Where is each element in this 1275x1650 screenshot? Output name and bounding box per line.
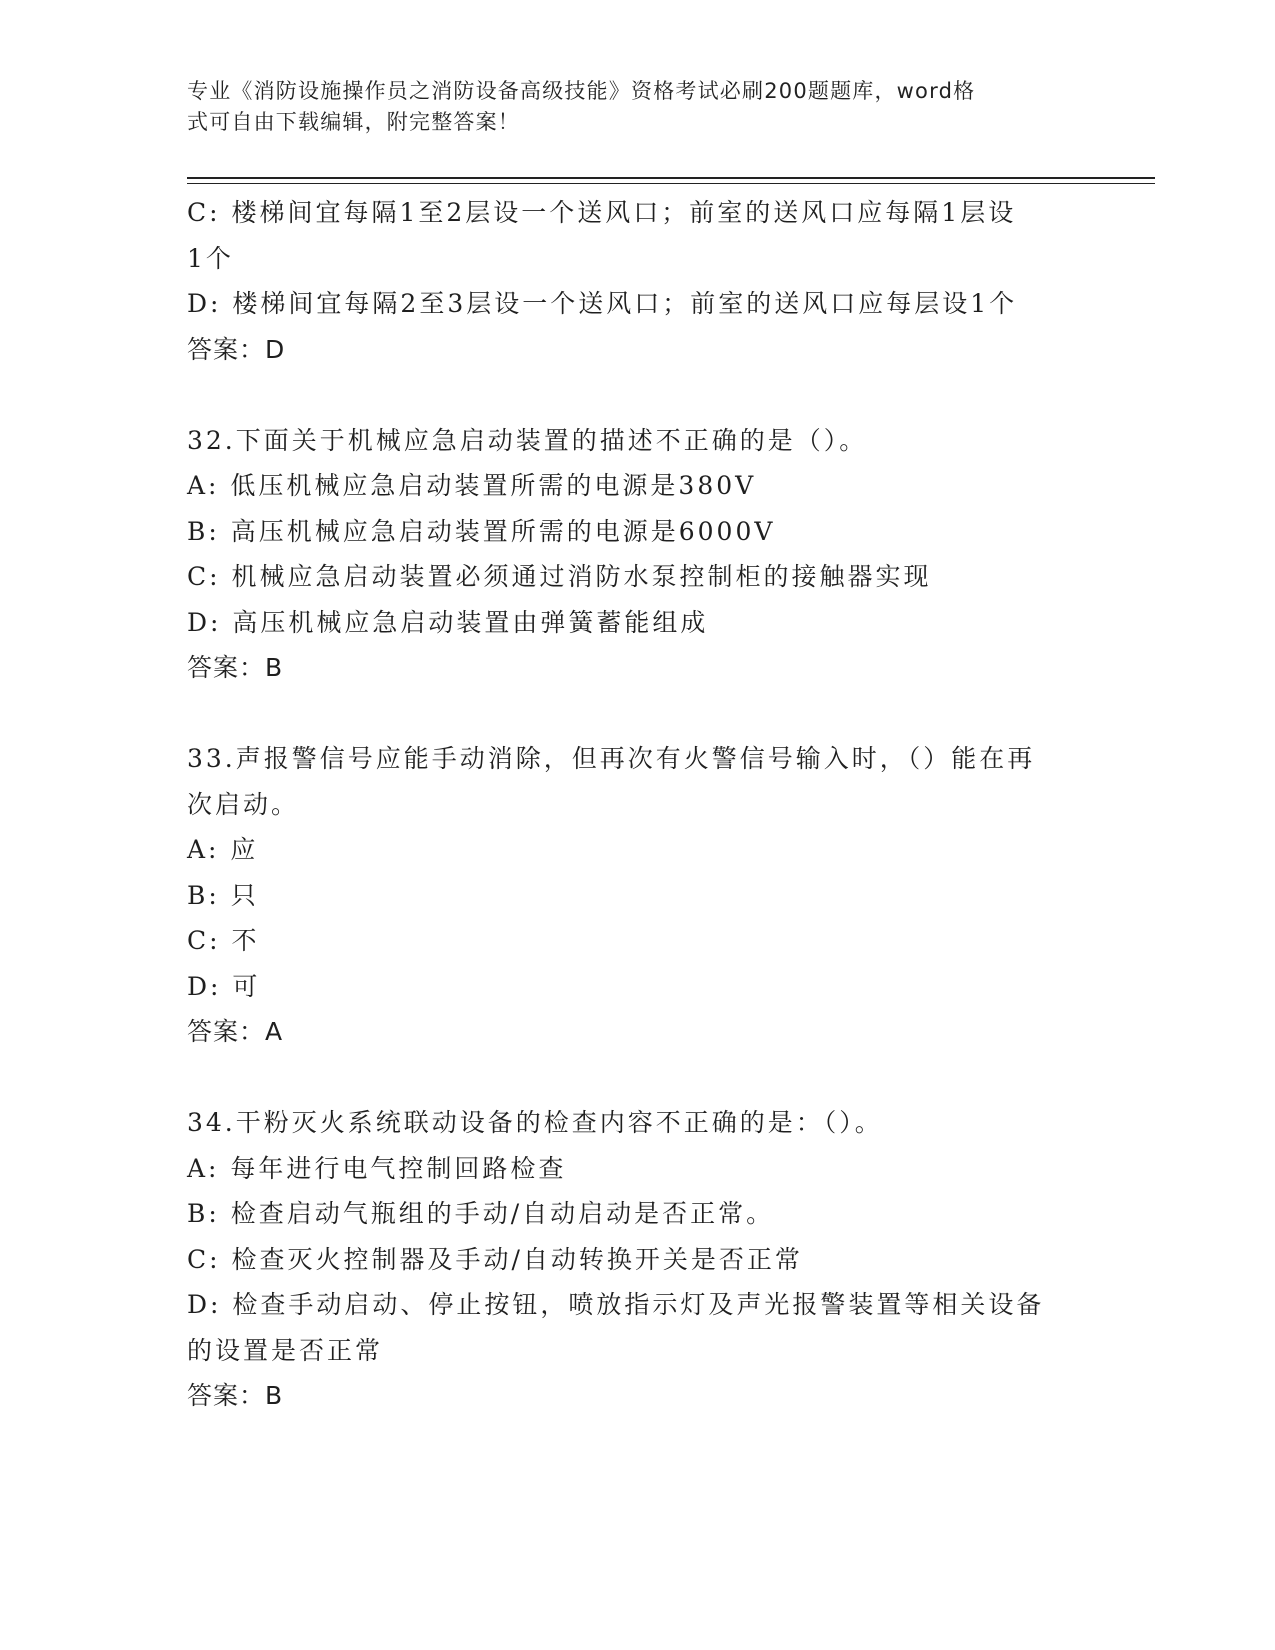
option-c: C: 机械应急启动装置必须通过消防水泵控制柜的接触器实现 bbox=[187, 562, 932, 591]
option-c: C: 检查灭火控制器及手动/自动转换开关是否正常 bbox=[187, 1244, 803, 1274]
option-d: D: 楼梯间宜每隔2至3层设一个送风口；前室的送风口应每层设1个 bbox=[187, 289, 1018, 318]
question-stem-continued: 次启动。 bbox=[187, 789, 300, 819]
option-a: A: 低压机械应急启动装置所需的电源是380V bbox=[187, 471, 757, 500]
header-line-2: 式可自由下载编辑，附完整答案！ bbox=[187, 110, 520, 134]
question-block-31 bbox=[187, 190, 1087, 372]
option-d: D: 检查手动启动、停止按钮，喷放指示灯及声光报警装置等相关设备 bbox=[187, 1290, 1045, 1319]
answer-label: 答案：D bbox=[187, 334, 286, 364]
option-d: D: 可 bbox=[187, 971, 261, 1001]
answer-label: 答案：B bbox=[187, 1381, 284, 1410]
option-d-continued: 的设置是否正常 bbox=[187, 1335, 384, 1365]
question-stem: 32.下面关于机械应急启动装置的描述不正确的是（）。 bbox=[187, 425, 868, 455]
header-rule-thin bbox=[187, 183, 1155, 184]
spacer bbox=[187, 691, 1087, 737]
option-b: B: 高压机械应急启动装置所需的电源是6000V bbox=[187, 516, 776, 546]
question-stem: 33.声报警信号应能手动消除，但再次有火警信号输入时，（）能在再 bbox=[187, 744, 1036, 773]
option-c: C: 不 bbox=[187, 926, 260, 955]
option-d: D: 高压机械应急启动装置由弹簧蓄能组成 bbox=[187, 607, 709, 637]
question-block-33 bbox=[187, 736, 1087, 1055]
header-line-1: 专业《消防设施操作员之消防设备高级技能》资格考试必刷200题题库，word格 bbox=[187, 79, 976, 103]
answer-label: 答案：A bbox=[187, 1017, 284, 1046]
question-content bbox=[187, 190, 1087, 1419]
option-c: C: 楼梯间宜每隔1至2层设一个送风口；前室的送风口应每隔1层设 bbox=[187, 198, 1017, 227]
option-a: A: 应 bbox=[187, 835, 259, 864]
option-b: B: 只 bbox=[187, 880, 259, 910]
document-header bbox=[187, 76, 1067, 138]
option-c-continued: 1个 bbox=[187, 243, 234, 273]
question-block-34 bbox=[187, 1100, 1087, 1419]
spacer bbox=[187, 372, 1087, 418]
spacer bbox=[187, 1055, 1087, 1101]
question-block-32 bbox=[187, 418, 1087, 691]
option-b: B: 检查启动气瓶组的手动/自动启动是否正常。 bbox=[187, 1199, 775, 1228]
question-stem: 34.干粉灭火系统联动设备的检查内容不正确的是：（）。 bbox=[187, 1108, 883, 1137]
answer-label: 答案：B bbox=[187, 653, 284, 682]
header-rule-thick bbox=[187, 177, 1155, 179]
option-a: A: 每年进行电气控制回路检查 bbox=[187, 1153, 567, 1183]
